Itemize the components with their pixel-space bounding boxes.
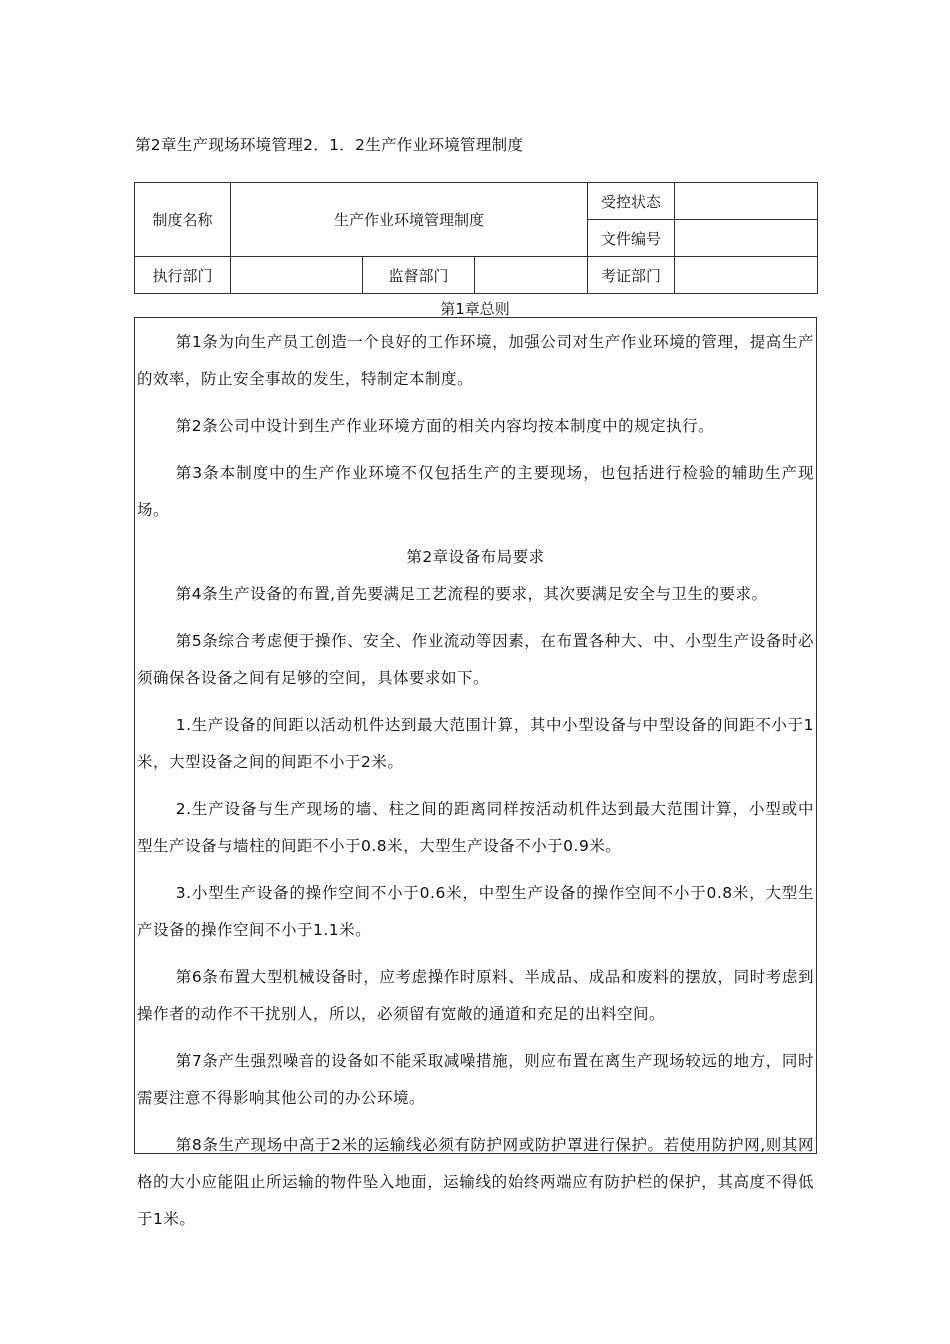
supervise-dept-value[interactable] <box>475 257 588 294</box>
article-3: 第3条本制度中的生产作业环境不仅包括生产的主要现场，也包括进行检验的辅助生产现场。 <box>137 464 814 519</box>
content-box <box>134 317 817 1228</box>
article-6: 第6条布置大型机械设备时，应考虑操作时原料、半成品、成品和废料的摆放，同时考虑到操作者的动作不干扰别人，所以，必须留有宽敞的通道和充足的出料空间。 <box>137 968 814 1023</box>
exec-dept-label: 执行部门 <box>135 257 231 294</box>
verify-dept-label: 考证部门 <box>588 257 675 294</box>
article-1: 第1条为向生产员工创造一个良好的工作环境，加强公司对生产作业环境的管理，提高生产的效率，防止安全事故的发生，特制定本制度。 <box>137 333 814 388</box>
article-5: 第5条综合考虑便于操作、安全、作业流动等因素，在布置各种大、中、小型生产设备时必须确保各设备之间有足够的空间，具体要求如下。 <box>137 632 814 687</box>
header-table <box>134 182 818 294</box>
supervise-dept-label: 监督部门 <box>363 257 475 294</box>
name-label: 制度名称 <box>135 183 231 257</box>
article-8: 第8条生产现场中高于2米的运输线必须有防护网或防护罩进行保护。若使用防护网,则其网格的大小应能阻止所运输的物件坠入地面，运输线的始终两端应有防护栏的保护，其高度不得低于1米。 <box>137 1136 814 1228</box>
clause-3: 3.小型生产设备的操作空间不小于0.6米，中型生产设备的操作空间不小于0.8米，大型生产设备的操作空间不小于1.1米。 <box>137 884 814 939</box>
file-no-label: 文件编号 <box>588 220 675 257</box>
exec-dept-value[interactable] <box>231 257 363 294</box>
name-value: 生产作业环境管理制度 <box>231 183 588 257</box>
chapter-heading: 第2章设备布局要求 <box>406 548 545 566</box>
verify-dept-value[interactable] <box>675 257 818 294</box>
clause-2: 2.生产设备与生产现场的墙、柱之间的距离同样按活动机件达到最大范围计算，小型或中型生产设备与墙柱的间距不小于0.8米，大型生产设备不小于0.9米。 <box>137 800 814 855</box>
article-7: 第7条产生强烈噪音的设备如不能采取减噪措施，则应布置在离生产现场较远的地方，同时需要注意不得影响其他公司的办公环境。 <box>137 1052 814 1107</box>
file-no-value[interactable] <box>675 220 818 257</box>
article-2: 第2条公司中设计到生产作业环境方面的相关内容均按本制度中的规定执行。 <box>175 417 715 435</box>
article-4: 第4条生产设备的布置,首先要满足工艺流程的要求，其次要满足安全与卫生的要求。 <box>175 585 768 603</box>
clause-1: 1.生产设备的间距以活动机件达到最大范围计算，其中小型设备与中型设备的间距不小于1米，大型设备之间的间距不小于2米。 <box>137 716 814 771</box>
control-status-value[interactable] <box>675 183 818 220</box>
chapter-heading: 第1章总则 <box>440 300 510 318</box>
control-status-label: 受控状态 <box>588 183 675 220</box>
page-title: 第2章生产现场环境管理2．1．2生产作业环境管理制度 <box>135 136 524 154</box>
